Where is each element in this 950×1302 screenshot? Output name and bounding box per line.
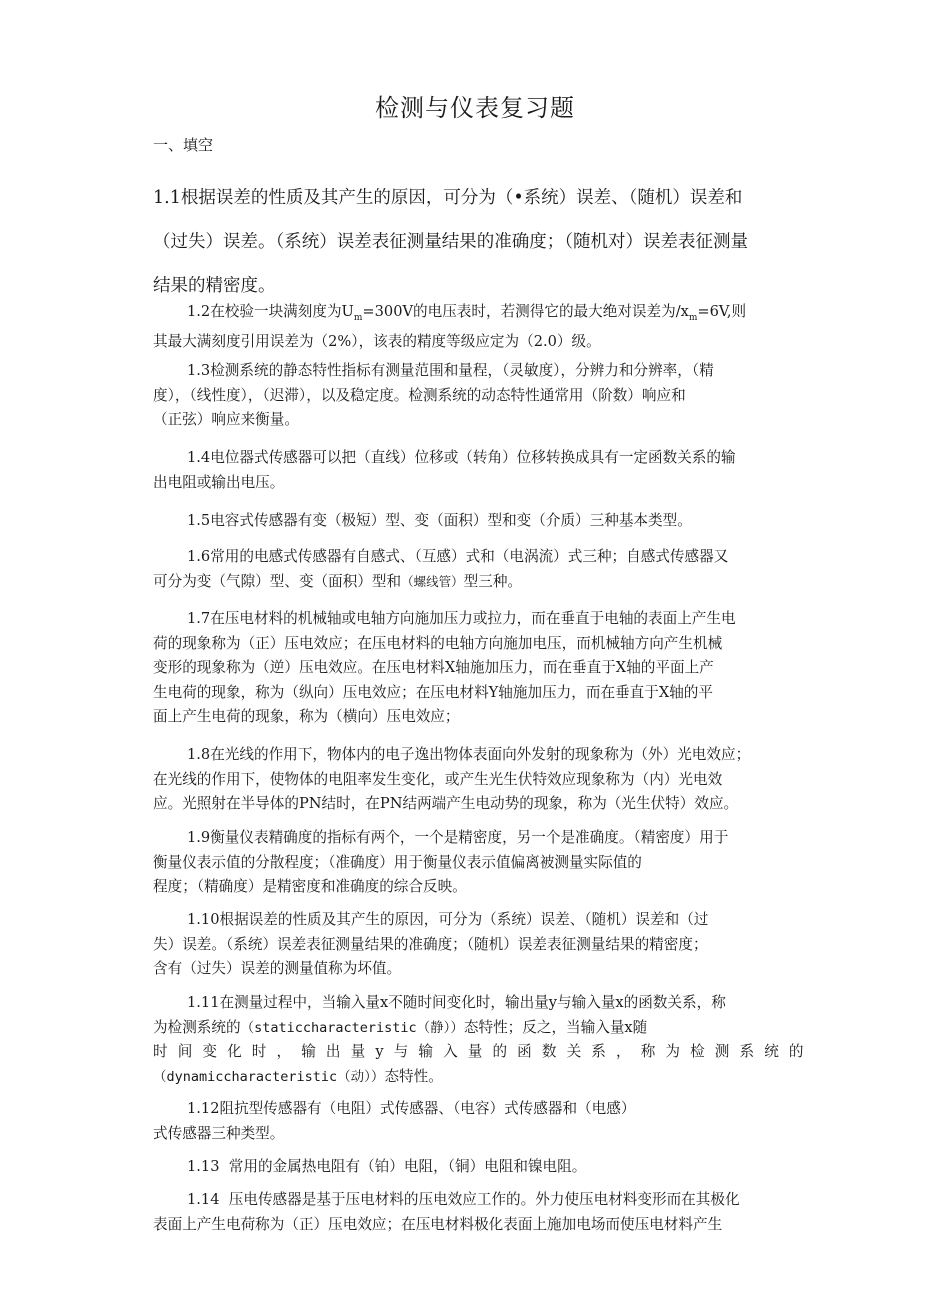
paragraph-1-3	[153, 359, 813, 433]
text-line: 1.3检测系统的静态特性指标有测量范围和量程，（灵敏度），分辨力和分辨率，（精	[187, 362, 714, 379]
text-line: 出电阻或输出电压。	[153, 473, 285, 491]
text-line: 面上产生电荷的现象，称为（横向）压电效应；	[153, 708, 460, 725]
paragraph-1-12	[153, 1097, 813, 1146]
text-run: 可分为变（气隙）型、变（面积）型和	[153, 572, 402, 590]
text-run: 为检测系统的	[153, 1018, 241, 1036]
text-line: 表面上产生电荷称为（正）压电效应；在压电材料极化表面上施加电场而使压电材料产生	[153, 1215, 723, 1233]
subscript: m	[688, 312, 698, 323]
paragraph-1-9	[153, 826, 813, 900]
text-line: 1.14 压电传感器是基于压电材料的压电效应工作的。外力使压电材料变形而在其极化	[187, 1191, 740, 1208]
text-line: 其最大满刻度引用误差为（2%），该表的精度等级应定为（2.0）级。	[153, 333, 601, 351]
text-run: =6V,则	[697, 303, 747, 320]
paragraph-1-5	[153, 509, 813, 534]
text-line: （正弦）响应来衡量。	[153, 411, 299, 428]
text-line: 失）误差。（系统）误差表征测量结果的准确度；（随机）误差表征测量结果的精密度；	[153, 935, 708, 953]
paragraph-1-8	[153, 743, 813, 817]
paragraph-1-4	[153, 446, 813, 495]
subscript: m	[353, 312, 363, 323]
text-line: 1.8在光线的作用下，物体内的电子逸出物体表面向外发射的现象称为（外）光电效应；	[187, 746, 751, 763]
text-run: （staticcharacteristic（静））	[240, 1019, 464, 1036]
text-line: 1.6常用的电感式传感器有自感式、（互感）式和（电涡流）式三种；自感式传感器又	[187, 548, 729, 565]
text-run: （螺线管）	[401, 573, 464, 589]
text-line: 1.7在压电材料的机械轴或电轴方向施加压力或拉力，而在垂直于电轴的表面上产生电	[187, 610, 736, 627]
text-line: 荷的现象称为（正）压电效应；在压电材料的电轴方向施加电压，而机械轴方向产生机械	[153, 634, 723, 652]
text-line: 度），（线性度），（迟滞），以及稳定度。检测系统的动态特性通常用（阶数）响应和	[153, 386, 686, 404]
document-title: 检测与仪表复习题	[375, 94, 575, 122]
text-line: 在光线的作用下，使物体的电阻率发生变化，或产生光生伏特效应现象称为（内）光电效	[153, 770, 723, 788]
paragraph-1-11	[153, 991, 813, 1089]
text-line: 含有（过失）误差的测量值称为坏值。	[153, 960, 402, 977]
text-line	[153, 300, 813, 330]
text-run: 1.2在校验一块满刻度为U	[187, 303, 354, 320]
text-line	[153, 1016, 813, 1041]
paragraph-1-2	[153, 300, 813, 355]
text-line: 1.1根据误差的性质及其产生的原因，可分为（•系统）误差、（随机）误差和	[153, 188, 743, 208]
text-run: =300V的电压表时，若测得它的最大绝对误差为/x	[362, 303, 689, 320]
paragraph-1-7	[153, 607, 813, 730]
text-line: 变形的现象称为（逆）压电效应。在压电材料X轴施加压力，而在垂直于X轴的平面上产	[153, 659, 714, 676]
text-line: 1.9衡量仪表精确度的指标有两个，一个是精密度，另一个是准确度。（精密度）用于	[187, 829, 729, 846]
paragraph-1-13	[153, 1155, 813, 1180]
paragraph-1-10	[153, 908, 813, 982]
text-line: 生电荷的现象，称为（纵向）压电效应；在压电材料Y轴施加压力，而在垂直于X轴的平	[153, 683, 713, 701]
text-line: 结果的精密度。	[153, 276, 276, 296]
text-run: 态特性；反之，当输入量x随	[463, 1018, 648, 1036]
text-run: 态特性。	[384, 1067, 443, 1085]
text-line: 衡量仪表示值的分散程度；（准确度）用于衡量仪表示值偏离被测量实际值的	[153, 853, 642, 871]
text-line: 式传感器三种类型。	[153, 1124, 285, 1142]
text-line: 1.5电容式传感器有变（极短）型、变（面积）型和变（介质）三种基本类型。	[187, 512, 692, 529]
paragraph-1-6	[153, 545, 813, 594]
text-line	[153, 1065, 813, 1090]
text-line	[153, 570, 813, 595]
text-line: 程度；（精确度）是精密度和准确度的综合反映。	[153, 878, 467, 895]
paragraph-1-14	[153, 1188, 813, 1237]
paragraph-1-1	[153, 176, 813, 308]
text-run: （dynamiccharacteristic（动））	[153, 1068, 385, 1085]
section-heading: 一、填空	[153, 136, 214, 154]
text-line: 1.13 常用的金属热电阻有（铂）电阻，（铜）电阻和镍电阻。	[187, 1158, 587, 1175]
text-line: 1.12阻抗型传感器有（电阻）式传感器、（电容）式传感器和（电感）	[187, 1100, 636, 1117]
text-line: 1.10根据误差的性质及其产生的原因，可分为（系统）误差、（随机）误差和（过	[187, 911, 709, 928]
text-line: 1.4电位器式传感器可以把（直线）位移或（转角）位移转换成具有一定函数关系的输	[187, 449, 736, 466]
text-line: 时间变化时，输出量y与输入量的函数关系，称为检测系统的	[153, 1043, 813, 1060]
text-line: 1.11在测量过程中，当输入量x不随时间变化时，输出量y与输入量x的函数关系，称	[187, 994, 726, 1011]
text-run: 型三种。	[463, 572, 523, 590]
text-line: 应。光照射在半导体的PN结时，在PN结两端产生电动势的现象，称为（光生伏特）效应。	[153, 795, 739, 812]
text-line: （过失）误差。（系统）误差表征测量结果的准确度；（随机对）误差表征测量	[153, 232, 748, 252]
